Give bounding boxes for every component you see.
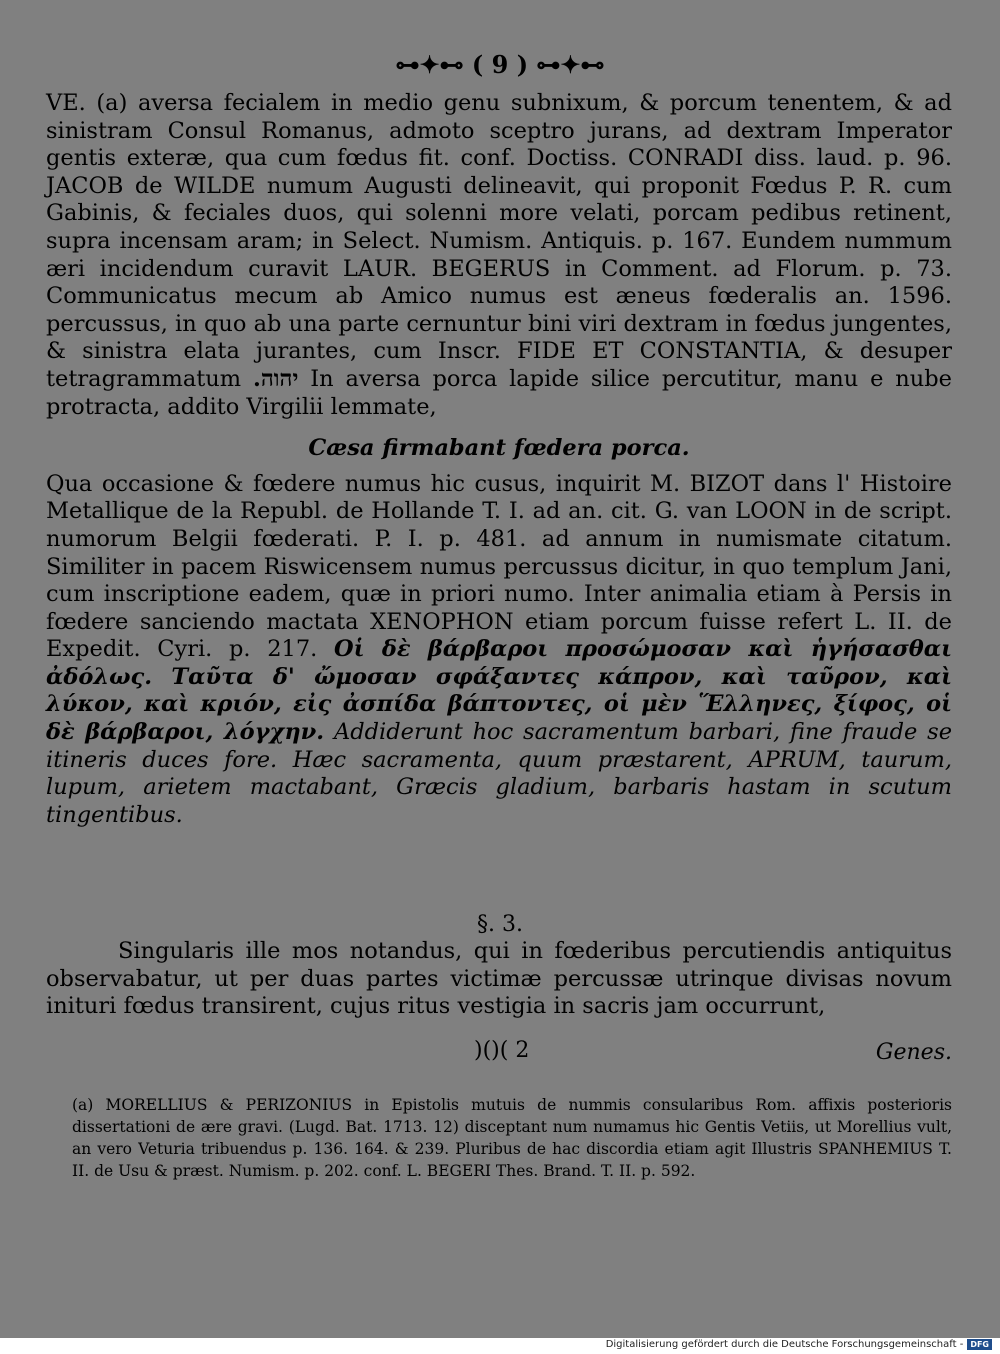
section-3-paragraph: Singularis ille mos notandus, qui in fœderibus percutiendis antiquitus observabatur, ut per duas partes victimæ percussæ utrinque divisas novum inituri fœdus transirent, cujus ritus vestigia in sacris jam occurrunt,: [46, 938, 952, 1019]
paragraph-1-text: VE. (a) aversa fecialem in medio genu subnixum, & porcum tenentem, & ad sinistram Consul Romanus, admoto sceptro jurans, ad dextram Imperator gentis exteræ, qua cum fœdus fit. conf. Doctiss. CONRADI diss. laud. p. 96. JACOB de WILDE numum Augusti delineavit, qui proponit Fœdus P. R. cum Gabinis, & feciales duos, qui solenni more velati, porcam pedibus retinent, supra incensam aram; in Select. Numism. Antiquis. p. 167. Eundem nummum æri incidendum curavit LAUR. BEGERUS in Comment. ad Florum. p. 73. Communicatus mecum ab Amico numus est æneus fœderalis an. 1596. percussus, in quo ab una parte cernuntur bini viri dextram in fœdus jungentes, & sinistra elata jurantes, cum Inscr. FIDE ET CONSTANTIA, & desuper tetragrammatum: [46, 90, 952, 392]
latin-translation: Addiderunt hoc sacramentum barbari, fine fraude se itineris duces fore. Hæc sacramenta, quum præstarent, APRUM, taurum, lupum, arietem mactabant, Græcis gladium, barbaris hastam in scutum tingentibus.: [46, 719, 953, 828]
virgil-quote: Cæsa firmabant fœdera porca.: [308, 435, 690, 462]
section-3-text: [46, 938, 952, 1021]
tetragrammaton: יהוה.: [252, 365, 299, 392]
main-text: [46, 90, 952, 829]
footnote-text: (a) MORELLIUS & PERIZONIUS in Epistolis mutuis de nummis consularibus Rom. affixis posterioris dissertationi de ære gravi. (Lugd. Bat. 1713. 12) disceptant num numamus hic Gentis Vetiis, ut Morellius vult, an vero Veturia tribuendus p. 136. 164. & 239. Pluribus de hac discordia etiam agit Illustris SPANHEMIUS T. II. de Usu & præst. Numism. p. 202. conf. L. BEGERI Thes. Brand. T. II. p. 592.: [72, 1096, 952, 1180]
section-heading: §. 3.: [477, 912, 523, 937]
paragraph-2: [46, 471, 952, 830]
signature-mark: )()( 2: [474, 1038, 530, 1063]
greek-quote: Οἱ δὲ βάρβαροι προσώμοσαν καὶ ἡγήσασθαι ἀδόλως. Ταῦτα δ' ὤμοσαν σφάξαντες κάπρον, καὶ ταῦρον, καὶ λύκον, καὶ κριόν, εἰς ἀσπίδα βάπτοντες, οἱ μὲν Ἕλληνες, ξίφος, οἱ δὲ βάρβαροι, λόγχην.: [46, 636, 952, 746]
catchword: Genes.: [875, 1040, 952, 1065]
paragraph-2-text: Qua occasione & fœdere numus hic cusus, inquirit M. BIZOT dans l' Histoire Metallique de la Republ. de Hollande T. I. ad an. cit. G. van LOON in de script. numorum Belgii fœderati. P. I. p. 481. ad annum in numismate citatum. Similiter in pacem Riswicensem numus percussus dicitur, in quo templum Jani, cum inscriptione eadem, quæ in priori numo. Inter animalia etiam à Persis in fœdere sanciendo mactata XENOPHON etiam porcum fuisse refert L. II. de Expedit. Cyri. p. 217.: [46, 470, 952, 663]
digitization-credit: [606, 1339, 992, 1350]
paragraph-1-end: In aversa porca lapide silice percutitur, manu e nube protracta, addito Virgilii lemmate,: [46, 365, 952, 420]
footnote: [72, 1094, 952, 1182]
paragraph-1: [46, 90, 952, 421]
page-header: ⊶✦⊷ ( 9 ) ⊶✦⊷: [395, 50, 605, 79]
dfg-logo: DFG: [967, 1339, 992, 1350]
credit-text: Digitalisierung gefördert durch die Deutsche Forschungsgemeinschaft -: [605, 1339, 964, 1350]
